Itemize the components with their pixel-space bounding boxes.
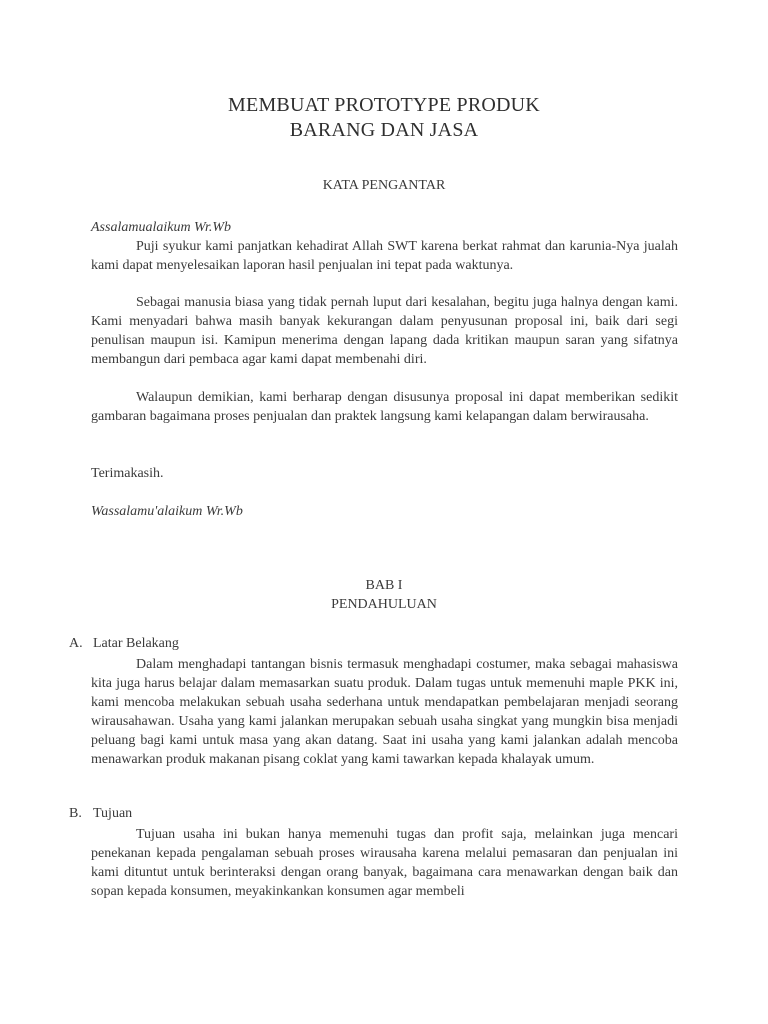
section-b-heading (69, 806, 132, 822)
chapter-number: BAB I (365, 578, 403, 593)
section-b-text: Tujuan usaha ini bukan hanya memenuhi tugas dan profit saja, melainkan juga mencari penekanan kepada pengalaman sebuah proses wirausaha karena melalui pemasaran dan penjualan ini kami dituntut untuk berinteraksi dengan orang banyak, bagaimana cara menawarkan dengan baik dan sopan kepada konsumen, meyakinkankan konsumen agar membeli (91, 827, 678, 899)
section-a-title: Latar Belakang (93, 636, 179, 651)
closing-text: Wassalamu'alaikum Wr.Wb (91, 504, 243, 519)
document-title-line-2: BARANG DAN JASA (289, 119, 479, 141)
section-a-letter: A. (69, 636, 83, 651)
section-a-heading (69, 636, 179, 652)
paragraph-3: Walaupun demikian, kami berharap dengan disusunya proposal ini dapat memberikan sedikit gambaran bagaimana proses penjualan dan praktek langsung kami kelapangan dalam berwirausaha. (91, 390, 678, 424)
section-b-letter: B. (69, 806, 82, 821)
chapter-title: PENDAHULUAN (331, 597, 437, 612)
document-title-line-1: MEMBUAT PROTOTYPE PRODUK (228, 94, 540, 116)
thanks-text: Terimakasih. (91, 466, 164, 481)
paragraph-1: Puji syukur kami panjatkan kehadirat Allah SWT karena berkat rahmat dan karunia-Nya jualah kami dapat menyelesaikan laporan hasil penjualan ini tepat pada waktunya. (91, 239, 678, 273)
section-title: KATA PENGANTAR (322, 178, 446, 193)
section-b-title: Tujuan (93, 806, 133, 821)
paragraph-2: Sebagai manusia biasa yang tidak pernah luput dari kesalahan, begitu juga halnya dengan kami. Kami menyadari bahwa masih banyak kekurangan dalam penyusunan proposal ini, baik dari segi penulisan maupun isi. Kamipun menerima dengan lapang dada kritikan maupun saran yang sifatnya membangun dari pembaca agar kami dapat membenahi diri. (91, 295, 678, 367)
section-a-text: Dalam menghadapi tantangan bisnis termasuk menghadapi costumer, maka sebagai mahasiswa kita juga harus belajar dalam memasarkan suatu produk. Dalam tugas untuk memenuhi maple PKK ini, kami mencoba melakukan sebuah usaha sederhana untuk mendapatkan pembelajaran menjadi seorang wirausahawan. Usaha yang kami jalankan merupakan sebuah usaha singkat yang mungkin bisa menjadi peluang bagi kami untuk masa yang akan datang. Saat ini usaha yang kami jalankan adalah mencoba menawarkan produk makanan pisang coklat yang kami tawarkan kepada khalayak umum. (91, 657, 678, 767)
greeting: Assalamualaikum Wr.Wb (91, 220, 231, 235)
